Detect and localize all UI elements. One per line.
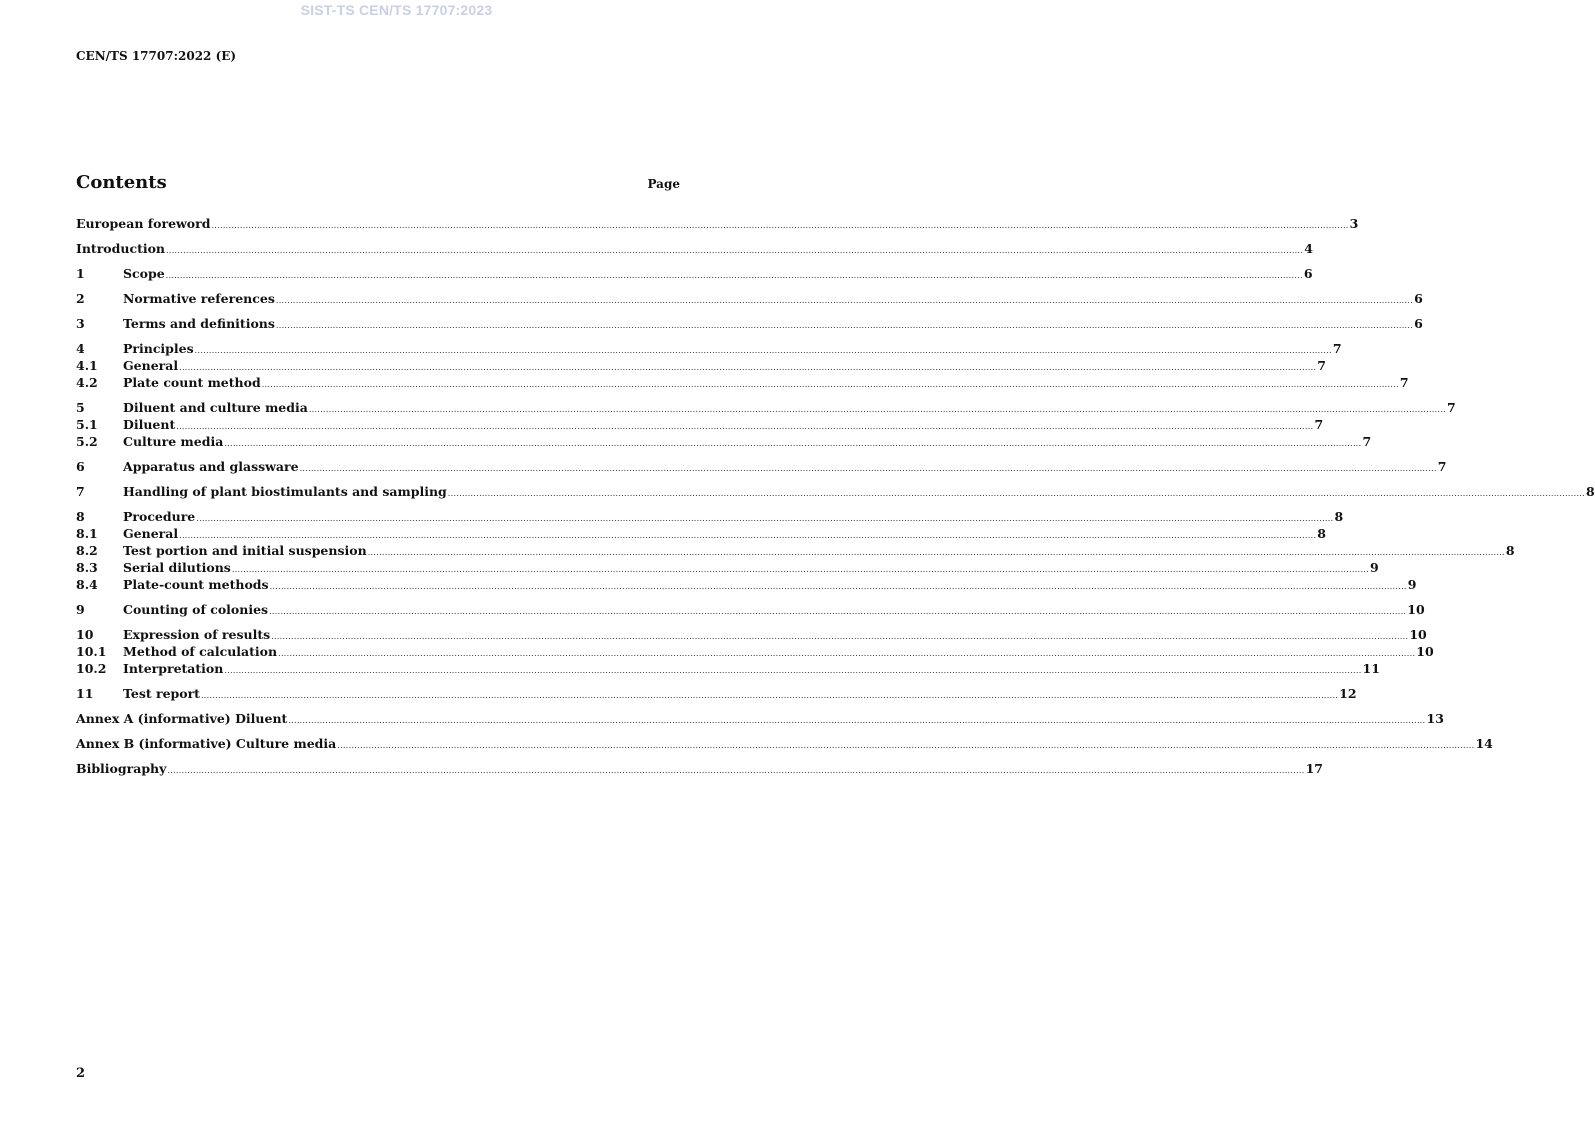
toc-entry-number: 3 xyxy=(76,316,85,331)
watermark: SIST-TS CEN/TS 17707:2023 xyxy=(300,2,493,18)
toc-entry-number: 10.2 xyxy=(76,661,107,676)
toc-dot-leader: ................................................................................................................................................................................................................................................................................................................................................................................................................ xyxy=(166,246,1304,255)
toc-entry[interactable] xyxy=(76,601,1425,618)
toc-entry-page[interactable]: 7 xyxy=(1362,434,1372,449)
toc-entry[interactable] xyxy=(76,525,1326,542)
toc-entry-page[interactable]: 10 xyxy=(1409,627,1427,642)
toc-entry-title[interactable]: Apparatus and glassware xyxy=(123,459,299,474)
toc-entry-title[interactable]: Plate count method xyxy=(123,375,261,390)
toc-entry-page[interactable]: 6 xyxy=(1414,291,1423,306)
document-id: CEN/TS 17707:2022 (E) xyxy=(76,49,237,63)
toc-entry-page[interactable]: 4 xyxy=(1304,241,1313,256)
toc-entry[interactable] xyxy=(76,735,1493,752)
toc-entry-number: 5 xyxy=(76,400,85,415)
page-column-label: Page xyxy=(647,177,680,191)
toc-entry[interactable] xyxy=(76,626,1427,643)
toc-entry-title[interactable]: Diluent xyxy=(123,417,176,432)
toc-entry[interactable] xyxy=(76,265,1313,282)
toc-entry[interactable] xyxy=(76,576,1417,593)
toc-entry[interactable] xyxy=(76,542,1515,559)
toc-entry-page[interactable]: 7 xyxy=(1314,417,1324,432)
toc-entry-title[interactable]: Diluent and culture media xyxy=(123,400,308,415)
contents-title: Contents xyxy=(76,172,167,193)
toc-entry[interactable] xyxy=(76,508,1344,525)
toc-entry[interactable] xyxy=(76,340,1342,357)
toc-entry-page[interactable]: 9 xyxy=(1407,577,1417,592)
toc-entry-number: 5.2 xyxy=(76,434,98,449)
toc-entry[interactable] xyxy=(76,315,1423,332)
toc-dot-leader: ................................................................................................................................................................................................................................................................................................................................................................................................................ xyxy=(176,422,1314,431)
toc-dot-leader: ................................................................................................................................................................................................................................................................................................................................................................................................................ xyxy=(447,489,1585,498)
toc-entry[interactable] xyxy=(76,458,1447,475)
toc-entry-title[interactable]: Serial dilutions xyxy=(123,560,231,575)
toc-entry-number: 4 xyxy=(76,341,85,356)
toc-entry-number: 5.1 xyxy=(76,417,98,432)
toc-entry-number: 9 xyxy=(76,602,85,617)
toc-entry-page[interactable]: 8 xyxy=(1505,543,1515,558)
toc-entry[interactable] xyxy=(76,416,1324,433)
toc-dot-leader: ................................................................................................................................................................................................................................................................................................................................................................................................................ xyxy=(179,531,1317,540)
toc-entry-number: 10.1 xyxy=(76,644,107,659)
toc-entry[interactable] xyxy=(76,357,1326,374)
toc-dot-leader: ................................................................................................................................................................................................................................................................................................................................................................................................................ xyxy=(278,649,1416,658)
toc-entry[interactable] xyxy=(76,433,1372,450)
toc-entry-title[interactable]: Annex B (informative) Culture media xyxy=(76,736,337,751)
toc-entry-title[interactable]: Introduction xyxy=(76,241,166,256)
toc-entry-page[interactable]: 7 xyxy=(1332,341,1342,356)
toc-entry-number: 6 xyxy=(76,459,85,474)
toc-entry-page[interactable]: 14 xyxy=(1475,736,1493,751)
toc-dot-leader: ................................................................................................................................................................................................................................................................................................................................................................................................................ xyxy=(269,582,1407,591)
toc-dot-leader: ................................................................................................................................................................................................................................................................................................................................................................................................................ xyxy=(200,691,1339,700)
toc-entry-title[interactable]: Handling of plant biostimulants and sampling xyxy=(123,484,447,499)
toc-entry-title[interactable]: Normative references xyxy=(123,291,275,306)
toc-dot-leader: ................................................................................................................................................................................................................................................................................................................................................................................................................ xyxy=(211,221,1349,230)
toc-entry-page[interactable]: 7 xyxy=(1317,358,1326,373)
toc-entry-number: 1 xyxy=(76,266,85,281)
toc-entry-title[interactable]: Bibliography xyxy=(76,761,167,776)
toc-entry-page[interactable]: 13 xyxy=(1426,711,1444,726)
toc-dot-leader: ................................................................................................................................................................................................................................................................................................................................................................................................................ xyxy=(224,439,1362,448)
toc-entry-page[interactable]: 17 xyxy=(1305,761,1323,776)
toc-dot-leader: ................................................................................................................................................................................................................................................................................................................................................................................................................ xyxy=(167,766,1305,775)
toc-entry-title[interactable]: Principles xyxy=(123,341,194,356)
toc-entry-page[interactable]: 9 xyxy=(1370,560,1379,575)
toc-entry-title[interactable]: Counting of colonies xyxy=(123,602,269,617)
page-number: 2 xyxy=(76,1066,86,1081)
toc-entry-title[interactable]: Method of calculation xyxy=(123,644,278,659)
toc-entry[interactable] xyxy=(76,483,1595,500)
toc-entry[interactable] xyxy=(76,399,1456,416)
toc-entry-title[interactable]: Expression of results xyxy=(123,627,271,642)
toc-entry-number: 4.1 xyxy=(76,358,98,373)
toc-entry-number: 10 xyxy=(76,627,94,642)
toc-dot-leader: ................................................................................................................................................................................................................................................................................................................................................................................................................ xyxy=(367,548,1505,557)
toc-entry-title[interactable]: Terms and definitions xyxy=(123,316,275,331)
toc-entry-page[interactable]: 7 xyxy=(1447,400,1456,415)
toc-entry-title[interactable]: Scope xyxy=(123,266,165,281)
toc-entry[interactable] xyxy=(76,685,1357,702)
toc-entry-page[interactable]: 6 xyxy=(1414,316,1423,331)
toc-dot-leader: ................................................................................................................................................................................................................................................................................................................................................................................................................ xyxy=(231,565,1370,574)
toc-entry[interactable] xyxy=(76,559,1379,576)
toc-dot-leader: ................................................................................................................................................................................................................................................................................................................................................................................................................ xyxy=(275,296,1414,305)
toc-entry-number: 8.4 xyxy=(76,577,98,592)
toc-entry-title[interactable]: European foreword xyxy=(76,216,211,231)
toc-entry[interactable] xyxy=(76,710,1444,727)
toc-entry-number: 8.3 xyxy=(76,560,98,575)
toc-entry-title[interactable]: Culture media xyxy=(123,434,224,449)
toc-entry-number: 8.1 xyxy=(76,526,98,541)
toc-dot-leader: ................................................................................................................................................................................................................................................................................................................................................................................................................ xyxy=(275,321,1414,330)
toc-entry-page[interactable]: 11 xyxy=(1362,661,1380,676)
toc-dot-leader: ................................................................................................................................................................................................................................................................................................................................................................................................................ xyxy=(299,464,1437,473)
toc-entry-page[interactable]: 7 xyxy=(1399,375,1409,390)
toc-entry-title[interactable]: Interpretation xyxy=(123,661,224,676)
toc-entry-number: 11 xyxy=(76,686,94,701)
toc-entry-page[interactable]: 10 xyxy=(1416,644,1434,659)
toc-entry-page[interactable]: 8 xyxy=(1317,526,1326,541)
toc-dot-leader: ................................................................................................................................................................................................................................................................................................................................................................................................................ xyxy=(165,271,1303,280)
toc-entry-page[interactable]: 6 xyxy=(1303,266,1313,281)
toc-entry-title[interactable]: General xyxy=(123,358,179,373)
toc-entry-page[interactable]: 8 xyxy=(1585,484,1595,499)
toc-entry-title[interactable]: Procedure xyxy=(123,509,196,524)
toc-entry[interactable] xyxy=(76,643,1434,660)
toc-entry-title[interactable]: Annex A (informative) Diluent xyxy=(76,711,288,726)
toc-entry-number: 8.2 xyxy=(76,543,98,558)
contents-header xyxy=(76,172,680,193)
toc-entry-number: 2 xyxy=(76,291,85,306)
toc-dot-leader: ................................................................................................................................................................................................................................................................................................................................................................................................................ xyxy=(288,716,1426,725)
toc-entry-title[interactable]: General xyxy=(123,526,179,541)
toc-entry-number: 7 xyxy=(76,484,85,499)
toc-entry-number: 8 xyxy=(76,509,85,524)
toc-dot-leader: ................................................................................................................................................................................................................................................................................................................................................................................................................ xyxy=(261,380,1399,389)
toc-dot-leader: ................................................................................................................................................................................................................................................................................................................................................................................................................ xyxy=(194,346,1332,355)
toc-entry-number: 4.2 xyxy=(76,375,98,390)
toc-entry[interactable] xyxy=(76,290,1423,307)
toc-dot-leader: ................................................................................................................................................................................................................................................................................................................................................................................................................ xyxy=(179,363,1317,372)
toc-entry[interactable] xyxy=(76,240,1313,257)
toc-dot-leader: ................................................................................................................................................................................................................................................................................................................................................................................................................ xyxy=(224,666,1362,675)
toc-entry-title[interactable]: Test portion and initial suspension xyxy=(123,543,367,558)
toc-entry[interactable] xyxy=(76,215,1359,232)
toc-dot-leader: ................................................................................................................................................................................................................................................................................................................................................................................................................ xyxy=(271,632,1409,641)
toc-dot-leader: ................................................................................................................................................................................................................................................................................................................................................................................................................ xyxy=(269,607,1407,616)
toc-entry-page[interactable]: 10 xyxy=(1407,602,1425,617)
toc-entry-title[interactable]: Test report xyxy=(123,686,200,701)
toc-entry[interactable] xyxy=(76,660,1380,677)
toc-dot-leader: ................................................................................................................................................................................................................................................................................................................................................................................................................ xyxy=(196,514,1334,523)
table-of-contents xyxy=(76,215,1595,777)
toc-dot-leader: ................................................................................................................................................................................................................................................................................................................................................................................................................ xyxy=(308,405,1447,414)
toc-entry-page[interactable]: 7 xyxy=(1437,459,1447,474)
toc-entry[interactable] xyxy=(76,374,1409,391)
toc-dot-leader: ................................................................................................................................................................................................................................................................................................................................................................................................................ xyxy=(337,741,1475,750)
toc-entry-page[interactable]: 12 xyxy=(1339,686,1357,701)
toc-entry[interactable] xyxy=(76,760,1323,777)
toc-entry-title[interactable]: Plate-count methods xyxy=(123,577,269,592)
toc-entry-page[interactable]: 8 xyxy=(1334,509,1344,524)
toc-entry-page[interactable]: 3 xyxy=(1349,216,1359,231)
